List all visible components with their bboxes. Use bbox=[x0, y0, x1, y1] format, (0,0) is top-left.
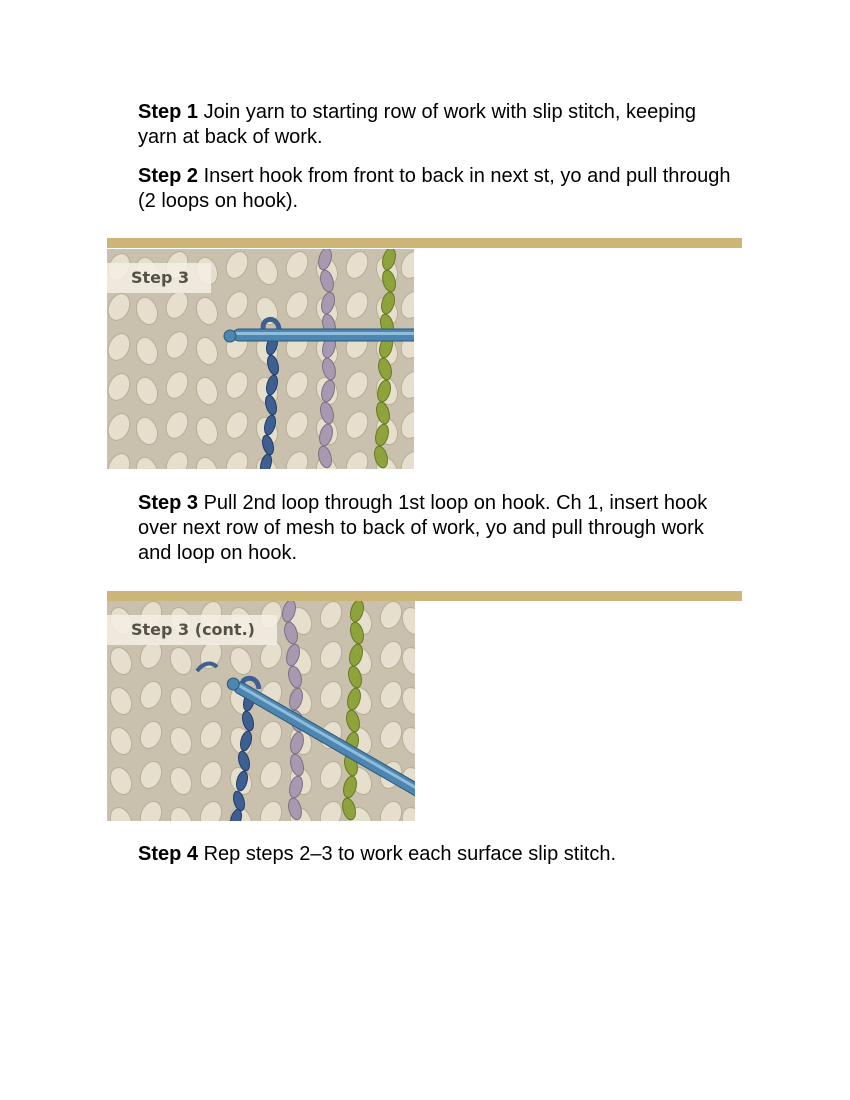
step-1-text: Join yarn to starting row of work with slip stitch, keeping yarn at back of work. bbox=[138, 101, 697, 148]
crochet-hook-icon bbox=[224, 329, 414, 342]
photo-caption: Step 3 (cont.) bbox=[107, 615, 277, 645]
step-2-text: Insert hook from front to back in next st, yo and pull through (2 loops on hook). bbox=[138, 165, 731, 212]
step-4-text: Rep steps 2–3 to work each surface slip stitch. bbox=[198, 843, 617, 865]
step-4-label: Step 4 bbox=[138, 843, 199, 865]
section-divider bbox=[107, 238, 742, 248]
step-3-paragraph bbox=[138, 491, 738, 566]
step-2-paragraph bbox=[138, 164, 738, 214]
step-2-label: Step 2 bbox=[138, 165, 199, 187]
step-3-text: Pull 2nd loop through 1st loop on hook. Ch 1, insert hook over next row of mesh to back of work, yo and pull through work and loop on hook. bbox=[138, 492, 708, 564]
step-4-paragraph bbox=[138, 842, 738, 867]
step-1-label: Step 1 bbox=[138, 101, 199, 123]
step-3-photo bbox=[107, 249, 414, 469]
step-3-cont-photo bbox=[107, 601, 415, 821]
section-divider bbox=[107, 591, 742, 601]
step-3-label: Step 3 bbox=[138, 492, 199, 514]
step-1-paragraph bbox=[138, 100, 738, 150]
photo-caption: Step 3 bbox=[107, 263, 211, 293]
